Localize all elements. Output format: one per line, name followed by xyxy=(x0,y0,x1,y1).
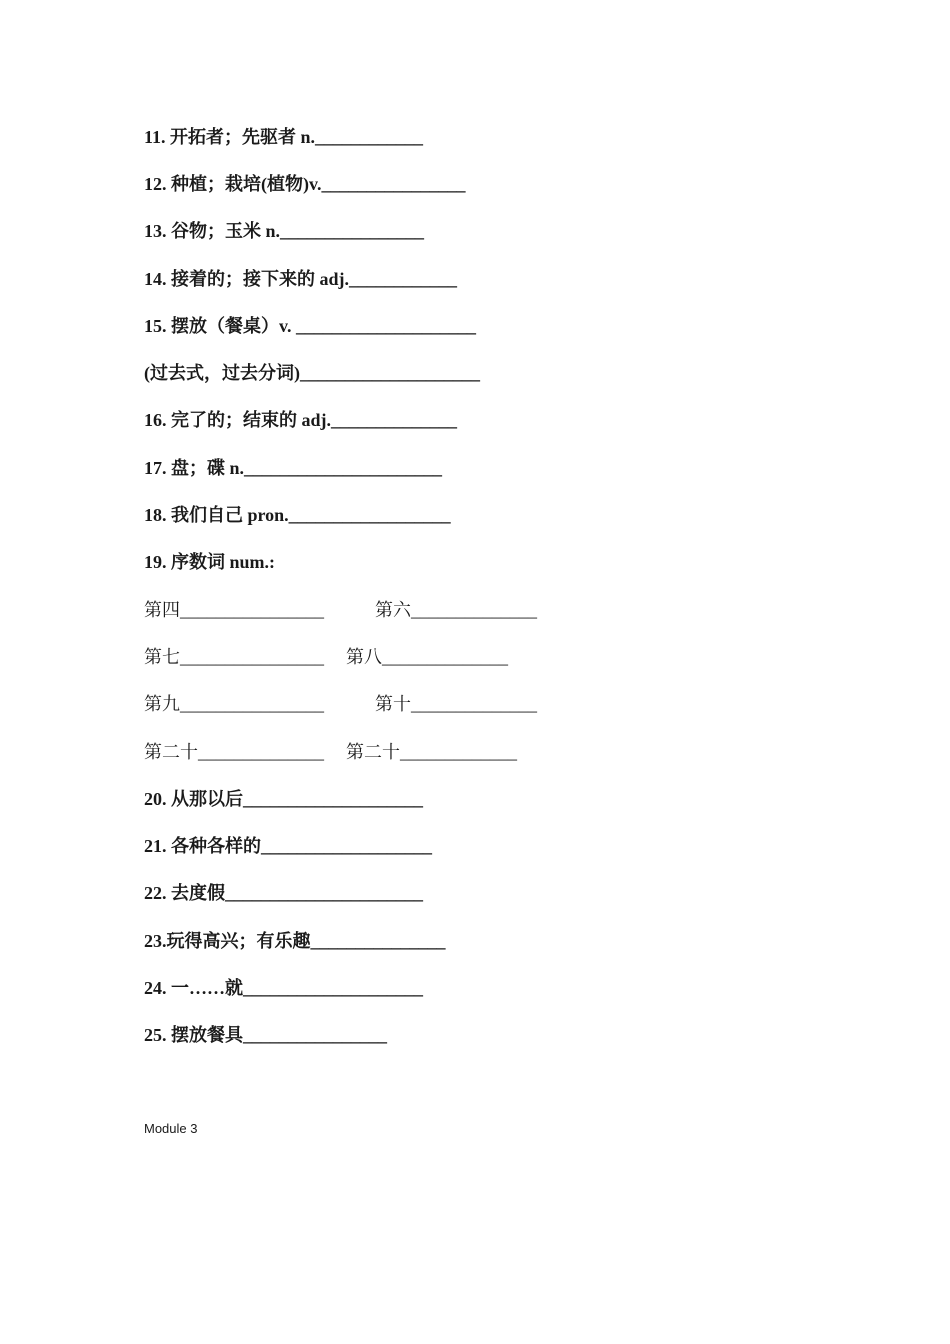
vocab-item-15-forms: (过去式，过去分词)____________________ xyxy=(144,363,480,383)
vocab-item-24: 24. 一……就____________________ xyxy=(144,978,423,998)
vocab-item-17: 17. 盘；碟 n.______________________ xyxy=(144,458,443,478)
vocab-item-12: 12. 种植；栽培(植物)v.________________ xyxy=(144,174,466,194)
ordinal-seventh: 第七________________ xyxy=(144,647,324,667)
vocab-item-14: 14. 接着的；接下来的 adj.____________ xyxy=(144,269,458,289)
ordinal-sixth: 第六______________ xyxy=(375,600,537,620)
vocab-item-22: 22. 去度假______________________ xyxy=(144,883,423,903)
ordinal-fourth: 第四________________ xyxy=(144,600,324,620)
page-footer: Module 3 xyxy=(144,1121,198,1136)
ordinal-twentieth-b: 第二十_____________ xyxy=(346,742,517,762)
vocab-item-16: 16. 完了的；结束的 adj.______________ xyxy=(144,410,458,430)
vocab-item-15: 15. 摆放（餐桌）v. ____________________ xyxy=(144,316,477,336)
vocab-item-13: 13. 谷物；玉米 n.________________ xyxy=(144,221,425,241)
vocab-item-25: 25. 摆放餐具________________ xyxy=(144,1025,387,1045)
ordinal-twentieth-a: 第二十______________ xyxy=(144,742,324,762)
vocab-item-20: 20. 从那以后____________________ xyxy=(144,789,423,809)
ordinal-tenth: 第十______________ xyxy=(375,694,537,714)
vocab-item-21: 21. 各种各样的___________________ xyxy=(144,836,432,856)
ordinal-ninth: 第九________________ xyxy=(144,694,324,714)
vocab-item-19: 19. 序数词 num.: xyxy=(144,552,276,572)
vocab-item-18: 18. 我们自己 pron.__________________ xyxy=(144,505,451,525)
vocab-item-11: 11. 开拓者；先驱者 n.____________ xyxy=(144,127,424,147)
ordinal-eighth: 第八______________ xyxy=(346,647,508,667)
vocab-item-23: 23.玩得高兴；有乐趣_______________ xyxy=(144,931,446,951)
